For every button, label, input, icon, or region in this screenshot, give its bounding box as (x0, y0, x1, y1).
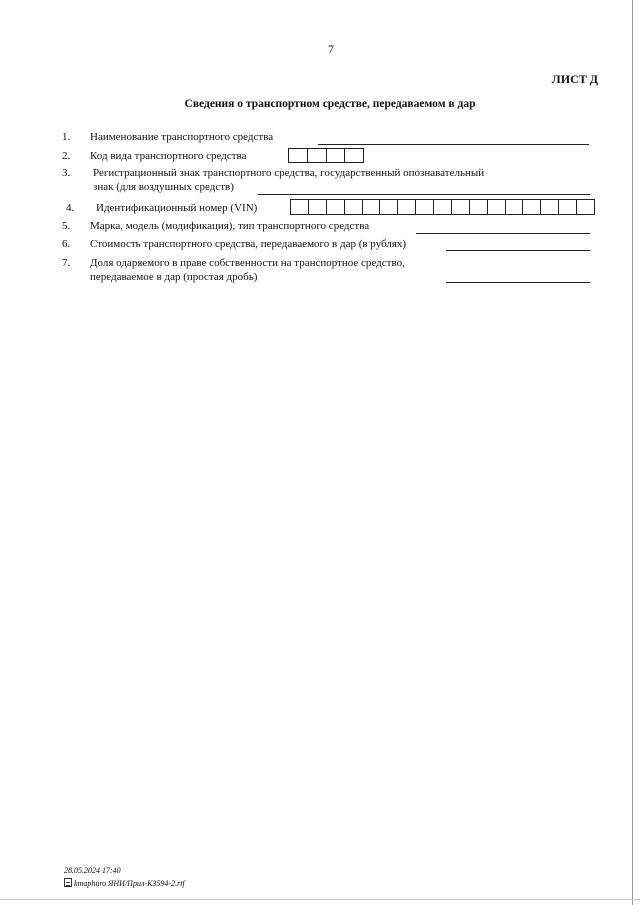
footer-file-path: kmaphuro ЯНИ/Прил-К3594-2.rtf (74, 879, 185, 888)
item-6-label: Стоимость транспортного средства, передаваемого в дар (в рублях) (90, 238, 407, 250)
vin-cell[interactable] (398, 200, 416, 214)
item-7-label: Доля одаряемого в праве собственности на транспортное средство, (90, 257, 405, 269)
code-cell[interactable] (345, 149, 364, 162)
vin-cell[interactable] (541, 200, 559, 214)
item-3-label: Регистрационный знак транспортного средства, государственный опознавательный (93, 167, 485, 179)
vin-cell[interactable] (506, 200, 524, 214)
vin-cell[interactable] (380, 200, 398, 214)
vin-cells[interactable] (290, 199, 595, 215)
vehicle-value-field[interactable] (446, 250, 590, 251)
item-6-number: 6. (62, 238, 71, 250)
vin-cell[interactable] (327, 200, 345, 214)
ownership-share-field[interactable] (446, 282, 590, 283)
vin-cell[interactable] (309, 200, 327, 214)
item-5-number: 5. (62, 220, 71, 232)
item-7-number: 7. (62, 257, 71, 269)
item-3-label-continued: знак (для воздушных средств) (93, 181, 234, 193)
vin-cell[interactable] (488, 200, 506, 214)
item-1-label: Наименование транспортного средства (90, 131, 274, 143)
vin-cell[interactable] (452, 200, 470, 214)
page-number: 7 (328, 42, 334, 56)
item-4-label: Идентификационный номер (VIN) (96, 202, 258, 214)
vehicle-type-code-cells[interactable] (288, 148, 364, 163)
vin-cell[interactable] (523, 200, 541, 214)
item-5-label: Марка, модель (модификация), тип транспортного средства (90, 220, 370, 232)
footer-timestamp: 28.05.2024 17:40 (64, 866, 121, 875)
item-3-number: 3. (62, 167, 71, 179)
item-4-number: 4. (66, 202, 75, 214)
footer-file (64, 878, 185, 888)
code-cell[interactable] (308, 149, 327, 162)
item-2-label: Код вида транспортного средства (90, 150, 247, 162)
item-1-number: 1. (62, 131, 71, 143)
code-cell[interactable] (289, 149, 308, 162)
page-edge-right (632, 0, 633, 905)
registration-plate-field[interactable] (258, 194, 590, 195)
vehicle-name-field[interactable] (318, 144, 589, 145)
document-title: Сведения о транспортном средстве, передаваемом в дар (184, 98, 476, 110)
vin-cell[interactable] (291, 200, 309, 214)
vin-cell[interactable] (345, 200, 363, 214)
item-2-number: 2. (62, 150, 71, 162)
vin-cell[interactable] (363, 200, 381, 214)
vin-cell[interactable] (470, 200, 488, 214)
vin-cell[interactable] (559, 200, 577, 214)
make-model-field[interactable] (416, 233, 590, 234)
code-cell[interactable] (327, 149, 346, 162)
sheet-label: ЛИСТ Д (551, 72, 598, 86)
item-7-label-continued: передаваемое в дар (простая дробь) (90, 271, 258, 283)
vin-cell[interactable] (434, 200, 452, 214)
vin-cell[interactable] (416, 200, 434, 214)
vin-cell[interactable] (577, 200, 595, 214)
document-icon (64, 878, 72, 887)
page-edge-bottom (0, 899, 640, 900)
